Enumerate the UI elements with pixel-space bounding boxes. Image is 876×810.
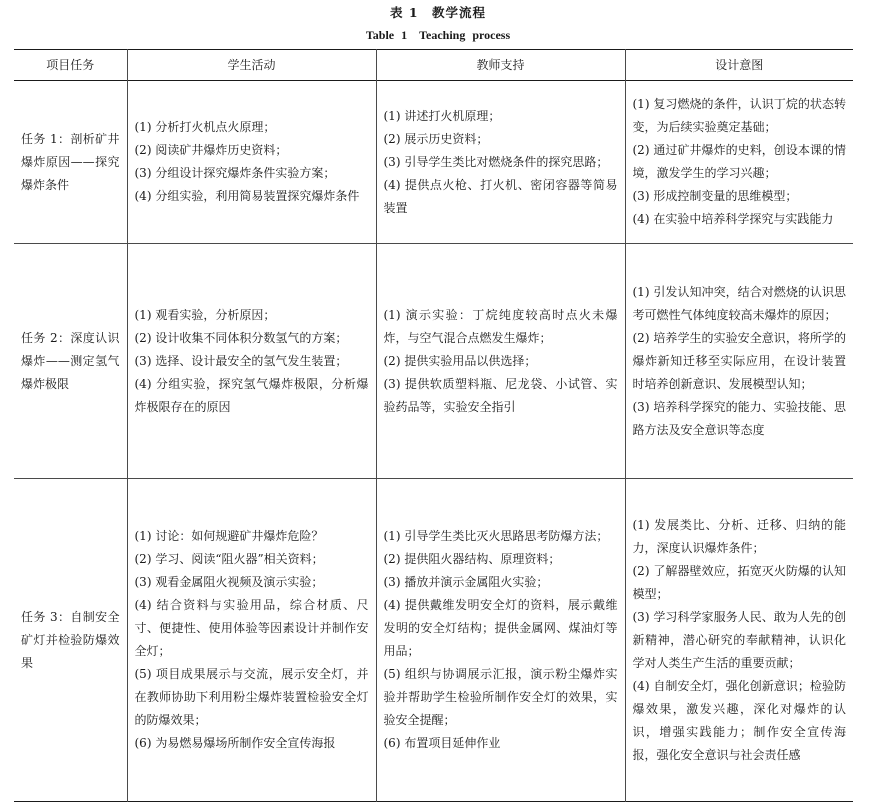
teacher-support-cell (376, 244, 625, 479)
design-intent-cell (625, 479, 853, 802)
task-cell (14, 244, 127, 479)
task-text: 任务 3：自制安全矿灯并检验防爆效果 (21, 609, 120, 670)
design-intent-item: (2) 了解器壁效应，拓宽灭火防爆的认知模型； (632, 563, 846, 601)
student-activity-item: (5) 项目成果展示与交流，展示安全灯，并在教师协助下利用粉尘爆炸装置检验安全灯的防爆效果； (134, 667, 369, 727)
student-activity-item: (2) 设计收集不同体积分数氢气的方案； (134, 330, 348, 345)
header-project-task: 项目任务 (14, 50, 127, 81)
design-intent-item: (2) 通过矿井爆炸的史料，创设本课的情境，激发学生的学习兴趣； (632, 143, 846, 180)
student-activity-item: (4) 分组实验，利用简易装置探究爆炸条件 (134, 189, 360, 203)
table-row (14, 81, 853, 244)
teaching-process-table (14, 49, 853, 802)
design-intent-item: (3) 学习科学家服务人民、敢为人先的创新精神，潜心研究的奉献精神，认识化学对人类生产生活的重要贡献； (632, 609, 846, 670)
teacher-support-item: (5) 组织与协调展示汇报，演示粉尘爆炸实验并帮助学生检验所制作安全灯的效果，实验安全提醒； (383, 667, 618, 727)
teacher-support-item: (2) 提供阻火器结构、原理资料； (383, 552, 561, 566)
design-intent-item: (1) 发展类比、分析、迁移、归纳的能力，深度认识爆炸条件； (632, 517, 846, 555)
student-activity-cell (127, 479, 376, 802)
task-text: 任务 1：剖析矿井爆炸原因——探究爆炸条件 (21, 131, 120, 192)
teacher-support-item: (1) 引导学生类比灭火思路思考防爆方法； (383, 529, 609, 543)
header-student-activity: 学生活动 (127, 50, 376, 81)
teacher-support-item: (4) 提供点火枪、打火机、密闭容器等简易装置 (383, 177, 618, 215)
student-activity-cell (127, 81, 376, 244)
header-design-intent: 设计意图 (625, 50, 853, 81)
teacher-support-cell (376, 81, 625, 244)
design-intent-item: (1) 复习燃烧的条件，认识丁烷的状态转变，为后续实验奠定基础； (632, 97, 846, 134)
design-intent-item: (4) 在实验中培养科学探究与实践能力 (632, 212, 834, 226)
design-intent-item: (1) 引发认知冲突，结合对燃烧的认识思考可燃性气体纯度较高未爆炸的原因； (632, 284, 846, 322)
design-intent-item: (2) 培养学生的实验安全意识，将所学的爆炸新知迁移至实际应用，在设计装置时培养创新意识、发展模型认知； (632, 330, 846, 391)
table-row (14, 244, 853, 479)
design-intent-item: (3) 培养科学探究的能力、实验技能、思路方法及安全意识等态度 (632, 399, 846, 437)
design-intent-item: (3) 形成控制变量的思维模型； (632, 189, 798, 203)
student-activity-cell (127, 244, 376, 479)
task-cell (14, 81, 127, 244)
table-caption-english: Table 1 Teaching process (365, 28, 511, 42)
student-activity-item: (6) 为易燃易爆场所制作安全宣传海报 (134, 736, 336, 750)
student-activity-item: (2) 阅读矿井爆炸历史资料； (134, 143, 288, 157)
teacher-support-item: (6) 布置项目延伸作业 (383, 736, 501, 750)
teacher-support-item: (4) 提供戴维发明安全灯的资料，展示戴维发明的安全灯结构；提供金属网、煤油灯等用品； (383, 598, 618, 658)
student-activity-item: (3) 选择、设计最安全的氢气发生装置； (134, 353, 348, 368)
table-row (14, 479, 853, 802)
teacher-support-item: (3) 引导学生类比对燃烧条件的探究思路； (383, 154, 609, 169)
teacher-support-item: (3) 提供软质塑料瓶、尼龙袋、小试管、实验药品等，实验安全指引 (383, 376, 618, 414)
teacher-support-cell (376, 479, 625, 802)
student-activity-item: (3) 观看金属阻火视频及演示实验； (134, 575, 324, 589)
student-activity-item: (4) 结合资料与实验用品，综合材质、尺寸、便捷性、使用体验等因素设计并制作安全灯； (134, 598, 369, 658)
teacher-support-item: (3) 播放并演示金属阻火实验； (383, 575, 549, 589)
student-activity-item: (1) 分析打火机点火原理； (134, 120, 276, 134)
student-activity-item: (4) 分组实验，探究氢气爆炸极限，分析爆炸极限存在的原因 (134, 376, 369, 414)
task-text: 任务 2：深度认识爆炸——测定氢气爆炸极限 (21, 330, 120, 391)
table-header-row (14, 50, 853, 81)
table-caption-chinese: 表 1 教学流程 (389, 5, 487, 20)
teacher-support-item: (2) 展示历史资料； (383, 131, 489, 146)
student-activity-item: (1) 观看实验，分析原因； (134, 307, 276, 322)
design-intent-cell (625, 244, 853, 479)
task-cell (14, 479, 127, 802)
teacher-support-item: (2) 提供实验用品以供选择； (383, 353, 537, 368)
design-intent-item: (4) 自制安全灯，强化创新意识；检验防爆效果，激发兴趣，深化对爆炸的认识，增强实践能力；制作安全宣传海报，强化安全意识与社会责任感 (632, 678, 846, 762)
student-activity-item: (3) 分组设计探究爆炸条件实验方案； (134, 166, 336, 180)
student-activity-item: (1) 讨论：如何规避矿井爆炸危险？ (134, 529, 324, 543)
design-intent-cell (625, 81, 853, 244)
header-teacher-support: 教师支持 (376, 50, 625, 81)
student-activity-item: (2) 学习、阅读“阻火器”相关资料； (134, 552, 324, 566)
teacher-support-item: (1) 演示实验：丁烷纯度较高时点火未爆炸，与空气混合点燃发生爆炸； (383, 307, 618, 345)
teacher-support-item: (1) 讲述打火机原理； (383, 108, 501, 123)
